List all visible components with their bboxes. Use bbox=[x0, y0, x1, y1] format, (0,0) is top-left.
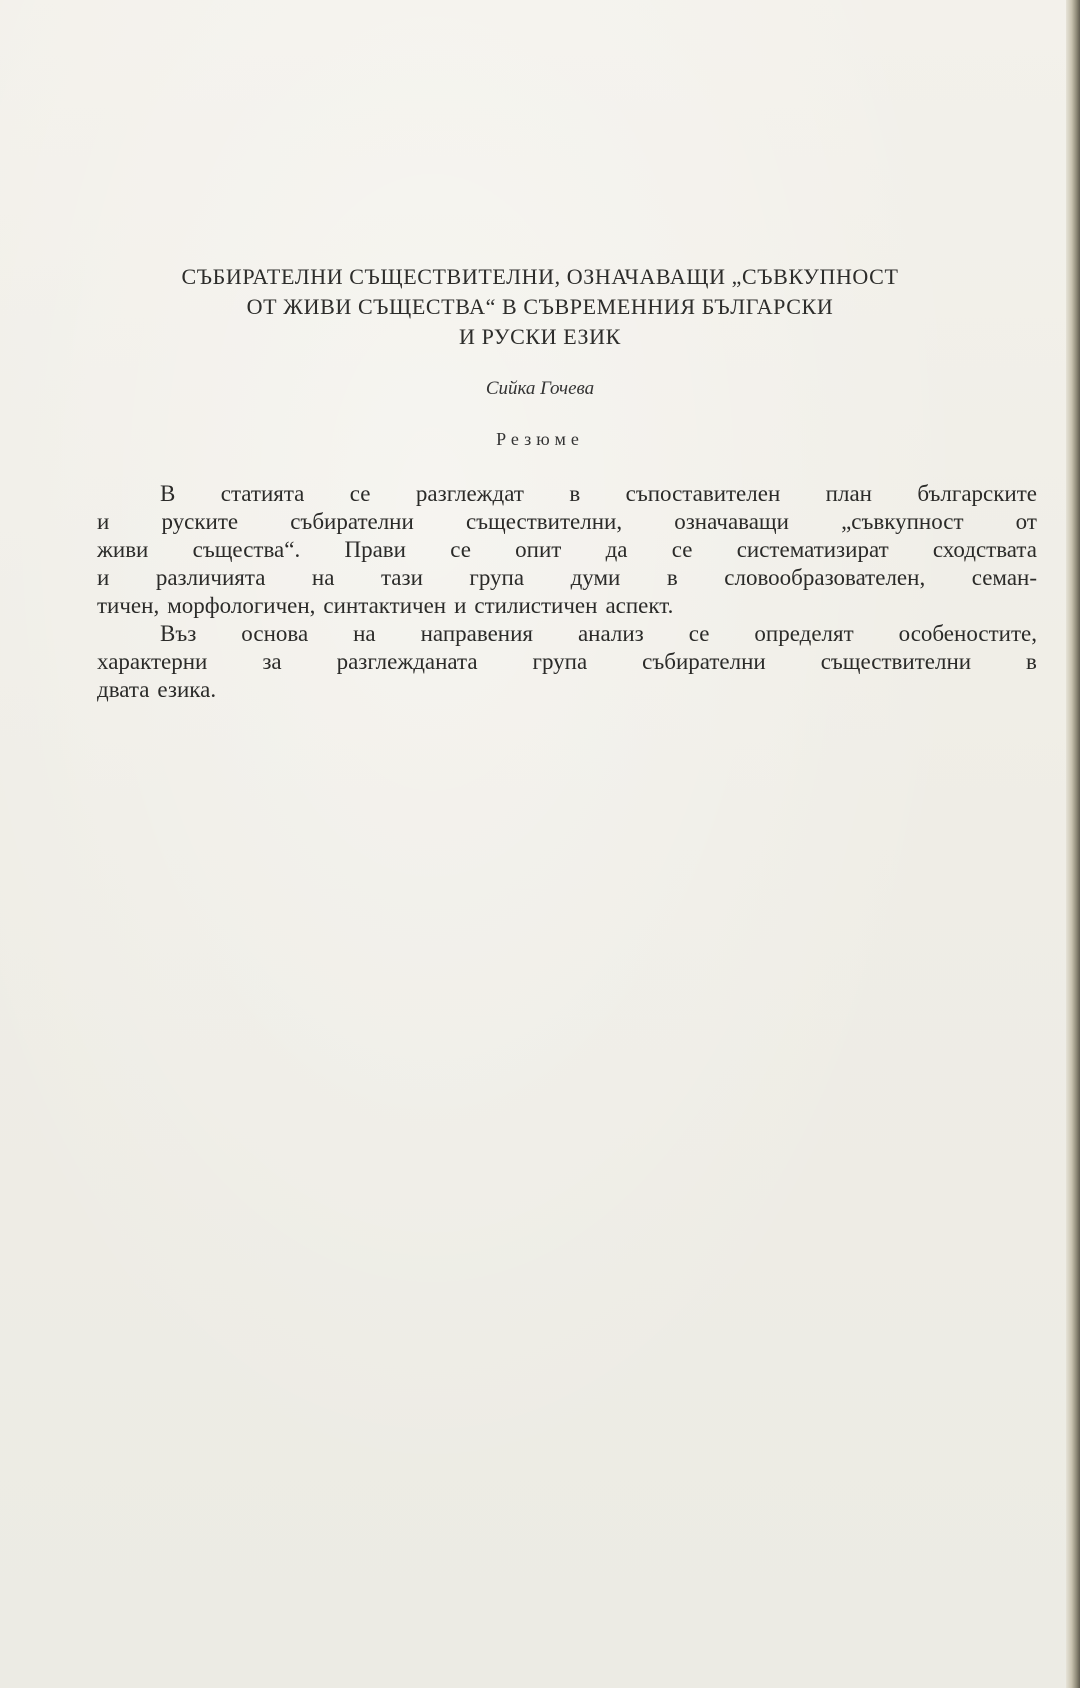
paragraph-line bbox=[97, 620, 1037, 648]
summary-paragraph bbox=[97, 480, 1037, 704]
paragraph-word: означаващи bbox=[674, 509, 789, 534]
paragraph-word: особеностите, bbox=[898, 621, 1037, 646]
paragraph-word: разглеждат bbox=[415, 481, 524, 506]
paragraph-word: тичен, bbox=[97, 593, 160, 618]
summary-heading: Резюме bbox=[496, 429, 584, 449]
paragraph-word: съпоставителен bbox=[625, 481, 781, 506]
paragraph-word: анализ bbox=[577, 621, 644, 646]
paragraph-word: от bbox=[1015, 509, 1037, 534]
paragraph-word: двата bbox=[97, 677, 150, 702]
paragraph-word: на bbox=[311, 565, 335, 590]
paragraph-line bbox=[97, 508, 1037, 536]
paragraph-word: направения bbox=[420, 621, 533, 646]
paragraph-word: думи bbox=[570, 565, 621, 590]
paragraph-word: тази bbox=[380, 565, 423, 590]
paragraph-word: характерни bbox=[97, 649, 208, 674]
paragraph-word: и bbox=[97, 565, 110, 590]
paragraph-word: съществителни, bbox=[465, 509, 623, 534]
paragraph-word: синтактичен bbox=[323, 593, 447, 618]
paragraph-word: на bbox=[353, 621, 376, 646]
paragraph-word: в bbox=[666, 565, 678, 590]
paragraph-word: систематизират bbox=[736, 537, 889, 562]
paragraph-word: в bbox=[1026, 649, 1037, 674]
paragraph-word: „съвкупност bbox=[841, 509, 964, 534]
paragraph-word: се bbox=[671, 537, 693, 562]
paragraph-word: стилистичен bbox=[474, 593, 598, 618]
book-spine-edge bbox=[1066, 0, 1080, 1688]
title-line: И РУСКИ ЕЗИК bbox=[459, 324, 621, 349]
paragraph-word: определят bbox=[754, 621, 854, 646]
title-line: СЪБИРАТЕЛНИ СЪЩЕСТВИТЕЛНИ, ОЗНАЧАВАЩИ „СЪВКУПНОСТ bbox=[181, 264, 899, 289]
paragraph-word: статията bbox=[220, 481, 305, 506]
paragraph-word: и bbox=[454, 593, 467, 618]
paragraph-word: езика. bbox=[157, 677, 217, 702]
paragraph-word: и bbox=[97, 509, 110, 534]
paragraph-word: руските bbox=[161, 509, 239, 534]
paragraph-line bbox=[97, 536, 1037, 564]
author-name: Сийка Гочева bbox=[485, 378, 595, 399]
paragraph-word: група bbox=[532, 649, 588, 674]
paragraph-word: различията bbox=[155, 565, 266, 590]
paragraph-line bbox=[97, 592, 1037, 620]
paragraph-word: събирателни bbox=[642, 649, 766, 674]
paragraph-word: група bbox=[469, 565, 525, 590]
paragraph-word: основа bbox=[241, 621, 309, 646]
paragraph-word: разглежданата bbox=[336, 649, 478, 674]
paragraph-word: Прави bbox=[344, 537, 406, 562]
paragraph-line bbox=[97, 648, 1037, 676]
paragraph-word: живи bbox=[97, 537, 149, 562]
paragraph-line bbox=[97, 564, 1037, 592]
paragraph-word: аспект. bbox=[605, 593, 674, 618]
paragraph-word: се bbox=[688, 621, 710, 646]
paragraph-word: съществителни bbox=[820, 649, 972, 674]
paragraph-word: се bbox=[349, 481, 371, 506]
paragraph-line bbox=[97, 480, 1037, 508]
paragraph-word: сходствата bbox=[932, 537, 1037, 562]
paragraph-word: българските bbox=[917, 481, 1037, 506]
paragraph-word: се bbox=[450, 537, 471, 562]
paragraph-word: същества“. bbox=[192, 537, 301, 562]
paragraph-word: Въз bbox=[160, 621, 197, 646]
paragraph-word: морфологичен, bbox=[167, 593, 316, 618]
paragraph-word: план bbox=[825, 481, 872, 506]
paragraph-word: словообразователен, bbox=[724, 565, 926, 590]
title-line: ОТ ЖИВИ СЪЩЕСТВА“ В СЪВРЕМЕННИЯ БЪЛГАРСКИ bbox=[246, 294, 834, 319]
paragraph-word: опит bbox=[515, 537, 562, 562]
paragraph-word: събирателни bbox=[290, 509, 414, 534]
paragraph-word: семан- bbox=[971, 565, 1037, 590]
paragraph-word: В bbox=[160, 481, 176, 506]
paragraph-line bbox=[97, 676, 1037, 704]
article-title bbox=[0, 262, 1080, 352]
paragraph-word: в bbox=[569, 481, 581, 506]
paragraph-word: за bbox=[262, 649, 282, 674]
paragraph-word: да bbox=[605, 537, 628, 562]
